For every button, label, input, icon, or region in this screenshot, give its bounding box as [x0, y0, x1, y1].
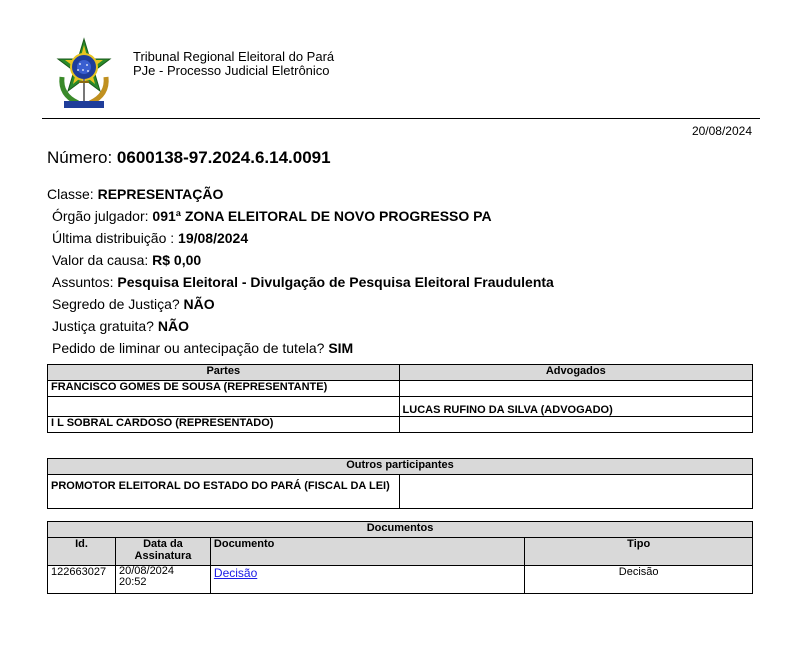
doc-time: 20:52 — [118, 576, 147, 588]
field-label: Classe: — [47, 186, 94, 202]
advogado-cell: LUCAS RUFINO DA SILVA (ADVOGADO) — [399, 397, 752, 417]
doc-type-cell: Decisão — [525, 566, 753, 594]
column-header-data: Data da Assinatura — [115, 538, 210, 566]
table-row — [48, 381, 753, 397]
field-value: 091ª ZONA ELEITORAL DE NOVO PROGRESSO PA — [152, 208, 492, 224]
participante-secondary-cell — [399, 475, 752, 509]
court-name: Tribunal Regional Eleitoral do Pará — [133, 49, 335, 64]
field-segredo-justica — [52, 296, 215, 312]
field-valor-causa — [52, 252, 201, 268]
advogado-cell — [399, 417, 752, 433]
field-pedido-liminar — [52, 340, 353, 356]
document-date: 20/08/2024 — [691, 124, 752, 138]
field-value: Pesquisa Eleitoral - Divulgação de Pesquisa Eleitoral Fraudulenta — [117, 274, 554, 290]
court-header — [133, 50, 334, 78]
field-label: Justiça gratuita? — [52, 318, 154, 334]
parte-cell: FRANCISCO GOMES DE SOUSA (REPRESENTANTE) — [48, 381, 400, 397]
table-row — [48, 566, 753, 594]
participante-cell: PROMOTOR ELEITORAL DO ESTADO DO PARÁ (FISCAL DA LEI) — [48, 475, 400, 509]
process-number-value: 0600138-97.2024.6.14.0091 — [116, 148, 331, 167]
table-row — [48, 417, 753, 433]
field-classe — [47, 186, 223, 202]
doc-id-cell: 122663027 — [48, 566, 116, 594]
field-label: Última distribuição : — [52, 230, 175, 246]
partes-header: Partes — [48, 365, 400, 381]
process-number — [47, 148, 331, 168]
table-row — [48, 397, 753, 417]
table-row — [48, 475, 753, 509]
header-divider — [42, 118, 760, 119]
coat-of-arms-logo — [52, 37, 116, 113]
column-header-id: Id. — [48, 538, 116, 566]
doc-name-cell — [210, 566, 524, 594]
field-assuntos — [52, 274, 554, 290]
documentos-table — [47, 521, 753, 594]
column-header-documento: Documento — [210, 538, 524, 566]
documentos-header: Documentos — [48, 522, 753, 538]
process-number-label: Número: — [47, 148, 113, 167]
field-value: SIM — [328, 340, 354, 356]
field-orgao-julgador — [52, 208, 492, 224]
field-value: REPRESENTAÇÃO — [97, 186, 224, 202]
field-ultima-distribuicao — [52, 230, 248, 246]
field-label: Segredo de Justiça? — [52, 296, 180, 312]
field-value: R$ 0,00 — [152, 252, 202, 268]
partes-table — [47, 364, 753, 433]
field-value: NÃO — [183, 296, 215, 312]
field-value: 19/08/2024 — [178, 230, 249, 246]
field-value: NÃO — [157, 318, 189, 334]
parte-cell — [48, 397, 400, 417]
system-name: PJe - Processo Judicial Eletrônico — [133, 63, 330, 78]
field-label: Assuntos: — [52, 274, 114, 290]
document-link[interactable]: Decisão — [213, 566, 258, 580]
doc-date-cell — [115, 566, 210, 594]
advogado-cell — [399, 381, 752, 397]
field-label: Valor da causa: — [52, 252, 149, 268]
advogados-header: Advogados — [399, 365, 752, 381]
outros-participantes-table — [47, 458, 753, 509]
field-justica-gratuita — [52, 318, 189, 334]
column-header-tipo: Tipo — [525, 538, 753, 566]
field-label: Órgão julgador: — [52, 208, 149, 224]
field-label: Pedido de liminar ou antecipação de tutela? — [52, 340, 325, 356]
outros-participantes-header: Outros participantes — [48, 459, 753, 475]
parte-cell: I L SOBRAL CARDOSO (REPRESENTADO) — [48, 417, 400, 433]
doc-date: 20/08/2024 — [118, 565, 175, 577]
